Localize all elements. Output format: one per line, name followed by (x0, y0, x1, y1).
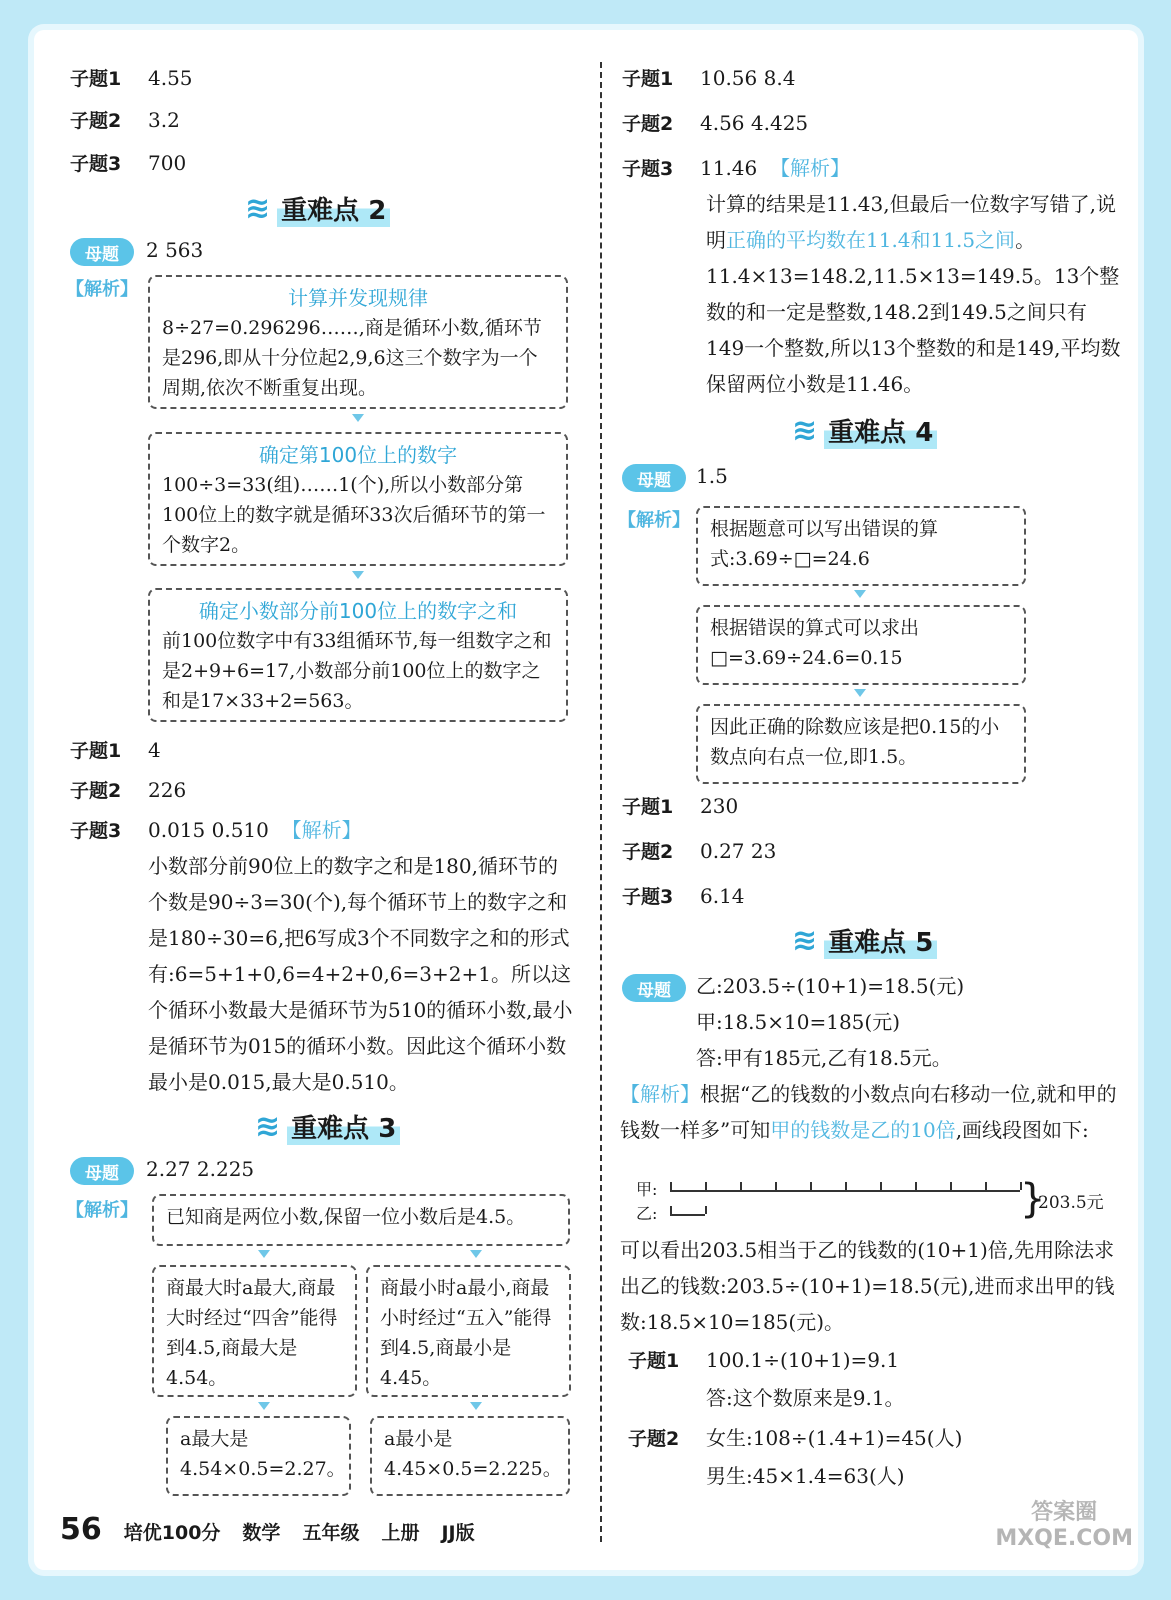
segment-tick (705, 1206, 707, 1214)
mu-ti-badge: 母题 (70, 238, 134, 266)
down-arrow-icon (258, 1402, 270, 1410)
paragraph-text: 计算的结果是11.43,但最后一位数字写错了,说明 (706, 192, 1116, 252)
sub-label: 子题3 (70, 153, 122, 175)
watermark-title: 答案圈 (1031, 1500, 1098, 1525)
analysis-box (152, 1194, 570, 1246)
sub-answer: 4 (148, 738, 161, 762)
sub-label: 子题2 (70, 110, 122, 132)
wave-icon: ≋ (792, 923, 815, 958)
sub-question-row (70, 102, 180, 139)
sub-label: 子题2 (622, 841, 674, 863)
yi-segment (670, 1214, 705, 1216)
jiexi-label: 【解析】 (66, 1200, 138, 1221)
mu-ti-badge: 母题 (622, 464, 686, 492)
box-text: 前100位数字中有33组循环节,每一组数字之和是2+9+6=17,小数部分前100位上的数字之和是17×33+2=563。 (162, 630, 552, 712)
analysis-box (370, 1416, 570, 1496)
sub-label: 子题3 (70, 820, 122, 842)
analysis-paragraph (706, 186, 1121, 402)
section-heading (255, 1108, 400, 1145)
answer-text: 甲:18.5×10=185(元) (696, 1010, 901, 1034)
section-heading (792, 922, 937, 959)
sub-label: 子题1 (70, 740, 122, 762)
sub-label: 子题1 (628, 1350, 680, 1372)
sub-question-row (70, 812, 362, 849)
watermark (995, 1500, 1133, 1552)
mu-ti-badge: 母题 (70, 1157, 134, 1185)
down-arrow-icon (854, 590, 866, 598)
segment-tick (670, 1182, 672, 1190)
segment-tick (950, 1182, 952, 1190)
section-title: 重难点 3 (287, 1108, 400, 1145)
section-heading (245, 190, 390, 227)
answer-text: 2 563 (146, 238, 204, 262)
sub-question-row (622, 150, 850, 187)
grade-name: 五年级 (302, 1522, 360, 1544)
jiexi-label: 【解析】 (618, 510, 690, 531)
sub-answer: 6.14 (700, 884, 745, 908)
sub-answer: 答:这个数原来是9.1。 (706, 1386, 905, 1410)
sub-answer: 230 (700, 794, 739, 818)
sub-answer: 226 (148, 778, 187, 802)
highlight-text: 甲的钱数是乙的10倍 (770, 1118, 956, 1142)
segment-tick (845, 1182, 847, 1190)
sub-question-row (70, 732, 161, 769)
sub-question-row (622, 878, 745, 915)
analysis-paragraph (620, 1076, 1120, 1148)
segment-tick (740, 1182, 742, 1190)
paragraph-text: 。11.4×13=148.2,11.5×13=149.5。13个整数的和一定是整数,148.2到149.5之间只有149一个整数,所以13个整数的和是149,平均数保留两位小数是11.46。 (706, 228, 1121, 396)
sub-label: 子题2 (70, 780, 122, 802)
section-heading (792, 412, 937, 449)
box-title: 计算并发现规律 (288, 286, 428, 310)
jia-segment (670, 1190, 1020, 1192)
jiexi-label: 【解析】 (620, 1082, 700, 1106)
sub-question-row (628, 1420, 962, 1457)
box-title: 确定第100位上的数字 (258, 443, 458, 467)
box-text: 商最小时a最小,商最小时经过“五入”能得到4.5,商最小是4.45。 (380, 1277, 552, 1389)
sub-answer: 男生:45×1.4=63(人) (706, 1464, 905, 1488)
column-divider (600, 62, 602, 1542)
answer-text: 2.27 2.225 (146, 1157, 255, 1181)
down-arrow-icon (352, 414, 364, 422)
sub-label: 子题1 (70, 68, 122, 90)
page-number: 56 (60, 1512, 102, 1547)
diagram-label-jia: 甲: (636, 1180, 658, 1199)
section-title: 重难点 2 (277, 190, 390, 227)
sub-label: 子题3 (622, 158, 674, 180)
segment-tick (705, 1182, 707, 1190)
down-arrow-icon (470, 1250, 482, 1258)
analysis-box (166, 1416, 351, 1496)
sub-label: 子题1 (622, 68, 674, 90)
highlight-text: 正确的平均数在11.4和11.5之间 (726, 228, 1016, 252)
sub-answer: 4.55 (148, 66, 193, 90)
analysis-box (152, 1265, 357, 1397)
sub-question-row (622, 60, 795, 97)
box-text: 根据错误的算式可以求出□=3.69÷24.6=0.15 (710, 617, 920, 669)
answer-text: 乙:203.5÷(10+1)=18.5(元) (696, 974, 965, 998)
watermark-url: MXQE.COM (995, 1526, 1133, 1551)
sub-answer: 3.2 (148, 108, 180, 132)
jiexi-label: 【解析】 (769, 156, 850, 180)
sub-question-row (622, 833, 776, 870)
analysis-paragraph: 可以看出203.5相当于乙的钱数的(10+1)倍,先用除法求出乙的钱数:203.5÷(10+1)=18.5(元),进而求出甲的钱数:18.5×10=185(元)。 (620, 1238, 1115, 1334)
analysis-box (696, 704, 1026, 784)
section-title: 重难点 5 (824, 922, 937, 959)
box-text: 已知商是两位小数,保留一位小数后是4.5。 (166, 1206, 526, 1228)
sub-answer: 10.56 8.4 (700, 66, 796, 90)
analysis-paragraph: 小数部分前90位上的数字之和是180,循环节的个数是90÷3=30(个),每个循环节上的数字之和是180÷30=6,把6写成3个不同数字之和的形式有:6=5+1+0,6=4+2+0,6=3+2+1。所以这个循环小数最大是循环节为510的循环小数,最小是循环节为015的循环小数。因此这个循环小数最小是0.015,最大是0.510。 (148, 854, 573, 1094)
box-text: a最大是4.54×0.5=2.27。 (180, 1428, 346, 1480)
sub-answer: 0.015 0.510 (148, 818, 269, 842)
sub-answer: 4.56 4.425 (700, 111, 809, 135)
sub-question-row (622, 105, 808, 142)
answer-text: 答:甲有185元,乙有18.5元。 (696, 1046, 952, 1070)
sub-label: 子题2 (622, 113, 674, 135)
box-title: 确定小数部分前100位上的数字之和 (198, 599, 518, 623)
analysis-box (148, 432, 568, 566)
page-footer (60, 1512, 475, 1547)
diagram-label-yi: 乙: (636, 1204, 658, 1223)
box-text: 8÷27=0.296296……,商是循环小数,循环节是296,即从十分位起2,9,6这三个数字为一个周期,依次不断重复出现。 (162, 317, 542, 399)
box-text: 100÷3=33(组)……1(个),所以小数部分第100位上的数字就是循环33次后循环节的第一个数字2。 (162, 474, 546, 556)
edition-name: JJ版 (441, 1522, 475, 1544)
section-title: 重难点 4 (824, 412, 937, 449)
paragraph-text: ,画线段图如下: (955, 1118, 1089, 1142)
subject-name: 数学 (242, 1522, 281, 1544)
sub-answer: 11.46 (700, 156, 758, 180)
sub-question-row (628, 1342, 899, 1379)
segment-tick (915, 1182, 917, 1190)
down-arrow-icon (258, 1250, 270, 1258)
wave-icon: ≋ (255, 1109, 278, 1144)
sub-label: 子题3 (622, 886, 674, 908)
box-text: 商最大时a最大,商最大时经过“四舍”能得到4.5,商最大是4.54。 (166, 1277, 338, 1389)
sub-answer: 700 (148, 151, 187, 175)
sub-question-row (70, 772, 186, 809)
sub-question-row (70, 60, 193, 97)
analysis-box (148, 275, 568, 409)
sub-answer: 0.27 23 (700, 839, 777, 863)
sub-answer: 女生:108÷(1.4+1)=45(人) (706, 1426, 963, 1450)
sub-label: 子题2 (628, 1428, 680, 1450)
sub-label: 子题1 (622, 796, 674, 818)
sub-answer: 100.1÷(10+1)=9.1 (706, 1348, 900, 1372)
box-text: 根据题意可以写出错误的算式:3.69÷□=24.6 (710, 518, 939, 570)
segment-tick (670, 1206, 672, 1214)
wave-icon: ≋ (792, 413, 815, 448)
wave-icon: ≋ (245, 191, 268, 226)
book-name: 培优100分 (123, 1522, 221, 1544)
down-arrow-icon (470, 1402, 482, 1410)
segment-tick (985, 1182, 987, 1190)
segment-tick (775, 1182, 777, 1190)
volume-name: 上册 (381, 1522, 420, 1544)
analysis-box (696, 605, 1026, 685)
segment-tick (1020, 1182, 1022, 1190)
answer-text: 1.5 (696, 464, 728, 488)
jiexi-label: 【解析】 (281, 818, 362, 842)
analysis-box (696, 506, 1026, 586)
down-arrow-icon (352, 571, 364, 579)
box-text: a最小是4.45×0.5=2.225。 (384, 1428, 562, 1480)
diagram-total: 203.5元 (1038, 1193, 1104, 1213)
down-arrow-icon (854, 689, 866, 697)
segment-tick (880, 1182, 882, 1190)
box-text: 因此正确的除数应该是把0.15的小数点向右点一位,即1.5。 (710, 716, 1000, 768)
mu-ti-badge: 母题 (622, 974, 686, 1002)
analysis-box (366, 1265, 571, 1397)
sub-question-row (622, 788, 738, 825)
paragraph-text: 根据“乙的钱数的小数点向右移动一位,就和甲的钱数一样多”可知 (620, 1082, 1117, 1142)
segment-tick (810, 1182, 812, 1190)
jiexi-label: 【解析】 (66, 279, 138, 300)
analysis-box (148, 588, 568, 722)
sub-question-row (70, 145, 186, 182)
brace-icon: } (1020, 1176, 1046, 1222)
